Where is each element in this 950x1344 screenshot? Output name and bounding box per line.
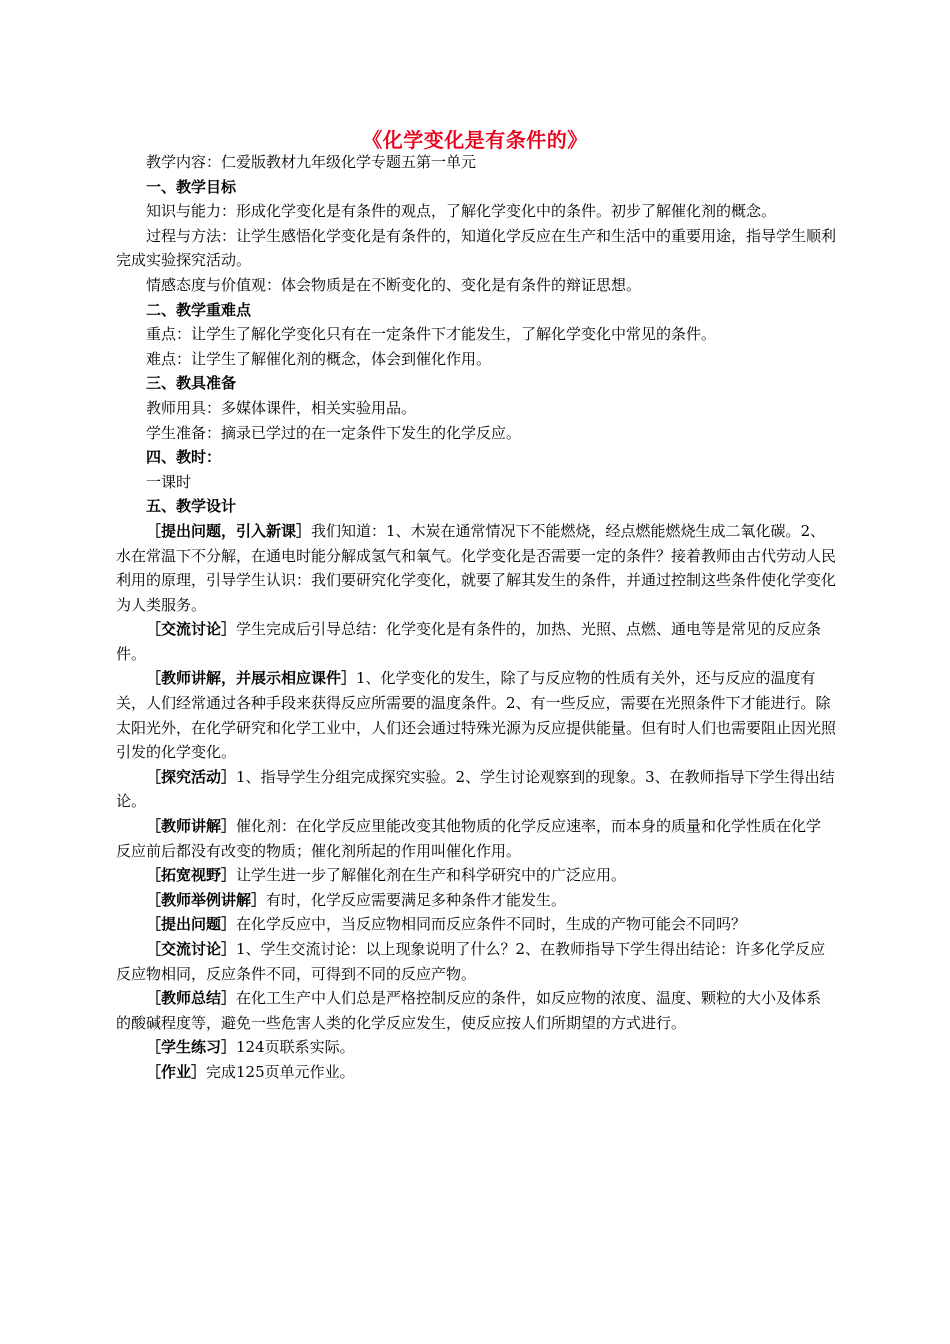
design-item-tag: ［探究活动］ <box>146 767 237 786</box>
design-item <box>116 888 836 913</box>
design-item-tag: ［交流讨论］ <box>146 940 237 958</box>
section-heading-design: 五、教学设计 <box>146 497 237 516</box>
teacher-materials: 教师用具：多媒体课件，相关实验用品。 <box>146 398 417 417</box>
design-item-text: 我们知道：1、木炭在通常情况下不能燃烧，经点燃能燃烧生成二氧化碳。2、水在常温下不分解，在通电时能分解成氢气和氧气。化学变化是否需要一定的条件？接着教师由古代劳动人民利用的原理，引导学生认识：我们要研究化学变化，就要了解其发生的条件，并通过控制这些条件使化学变化为人类服务。 <box>116 521 837 614</box>
student-materials: 学生准备：摘录已学过的在一定条件下发生的化学反应。 <box>146 423 522 442</box>
design-item-tag: ［拓宽视野］ <box>146 866 237 885</box>
design-item-text: 124页联系实际。 <box>236 1038 355 1057</box>
design-item <box>116 814 836 863</box>
section-heading-objectives: 一、教学目标 <box>146 177 237 196</box>
design-item <box>116 986 836 1035</box>
objective-knowledge: 知识与能力：形成化学变化是有条件的观点，了解化学变化中的条件。初步了解催化剂的概念。 <box>146 202 777 221</box>
design-item <box>116 666 836 764</box>
design-item-tag: ［教师举例讲解］ <box>146 890 267 909</box>
design-item-tag: ［交流讨论］ <box>146 620 237 639</box>
design-item-text: 学生完成后引导总结：化学变化是有条件的，加热、光照、点燃、通电等是常见的反应条件。 <box>116 620 822 663</box>
design-item-tag: ［教师讲解］ <box>146 817 237 836</box>
design-item-tag: ［作业］ <box>146 1062 207 1081</box>
design-item <box>116 519 836 617</box>
design-item-tag: ［教师总结］ <box>146 989 237 1008</box>
design-item <box>116 863 836 888</box>
design-item-text: 让学生进一步了解催化剂在生产和科学研究中的广泛应用。 <box>236 866 627 885</box>
design-item-tag: ［教师讲解，并展示相应课件］ <box>146 669 357 688</box>
design-item-text: 催化剂：在化学反应里能改变其他物质的化学反应速率，而本身的质量和化学性质在化学反应前后都没有改变的物质；催化剂所起的作用叫催化作用。 <box>116 817 822 860</box>
design-item-text: 1、化学变化的发生，除了与反应物的性质有关外，还与反应的温度有关，人们经常通过各种手段来获得反应所需要的温度条件。2、有一些反应，需要在光照条件下才能进行。除太阳光外，在化学研究和化学工业中，人们还会通过特殊光源为反应提供能量。但有时人们也需要阻止因光照引发的化学变化。 <box>116 669 837 762</box>
document-title: 《化学变化是有条件的》 <box>362 128 588 152</box>
design-item <box>116 1060 836 1085</box>
design-item-text: 有时，化学反应需要满足多种条件才能发生。 <box>266 890 567 909</box>
design-item-text: 在化学反应中，当反应物相同而反应条件不同时，生成的产物可能会不同吗？ <box>236 915 747 934</box>
key-point: 重点：让学生了解化学变化只有在一定条件下才能发生，了解化学变化中常见的条件。 <box>146 325 717 344</box>
design-item <box>116 912 836 937</box>
intro-line: 教学内容：仁爱版教材九年级化学专题五第一单元 <box>146 153 477 171</box>
design-item <box>116 937 836 986</box>
periods-value: 一课时 <box>146 472 192 491</box>
document-body <box>116 150 836 1085</box>
difficult-point: 难点：让学生了解催化剂的概念，体会到催化作用。 <box>146 349 492 368</box>
section-heading-periods: 四、教时： <box>146 448 222 467</box>
design-item-text: 完成125页单元作业。 <box>206 1062 355 1081</box>
objective-process: 过程与方法：让学生感悟化学变化是有条件的，知道化学反应在生产和生活中的重要用途，指导学生顺利完成实验探究活动。 <box>116 226 837 270</box>
design-item-tag: ［提出问题，引入新课］ <box>146 521 312 540</box>
design-item <box>116 1035 836 1060</box>
design-item-tag: ［学生练习］ <box>146 1038 237 1057</box>
design-item-text: 在化工生产中人们总是严格控制反应的条件，如反应物的浓度、温度、颗粒的大小及体系的酸碱程度等，避免一些危害人类的化学反应发生，使反应按人们所期望的方式进行。 <box>116 989 822 1032</box>
objective-attitude: 情感态度与价值观：体会物质是在不断变化的、变化是有条件的辩证思想。 <box>146 275 642 294</box>
design-item-text: 1、指导学生分组完成探究实验。2、学生讨论观察到的现象。3、在教师指导下学生得出结论。 <box>116 767 835 811</box>
section-heading-key-points: 二、教学重难点 <box>146 300 252 319</box>
design-item-tag: ［提出问题］ <box>146 915 237 934</box>
design-item <box>116 765 836 814</box>
section-heading-materials: 三、教具准备 <box>146 374 237 393</box>
design-item <box>116 617 836 666</box>
design-item-text: 1、学生交流讨论：以上现象说明了什么？2、在教师指导下学生得出结论：许多化学反应反应物相同，反应条件不同，可得到不同的反应产物。 <box>116 940 826 983</box>
